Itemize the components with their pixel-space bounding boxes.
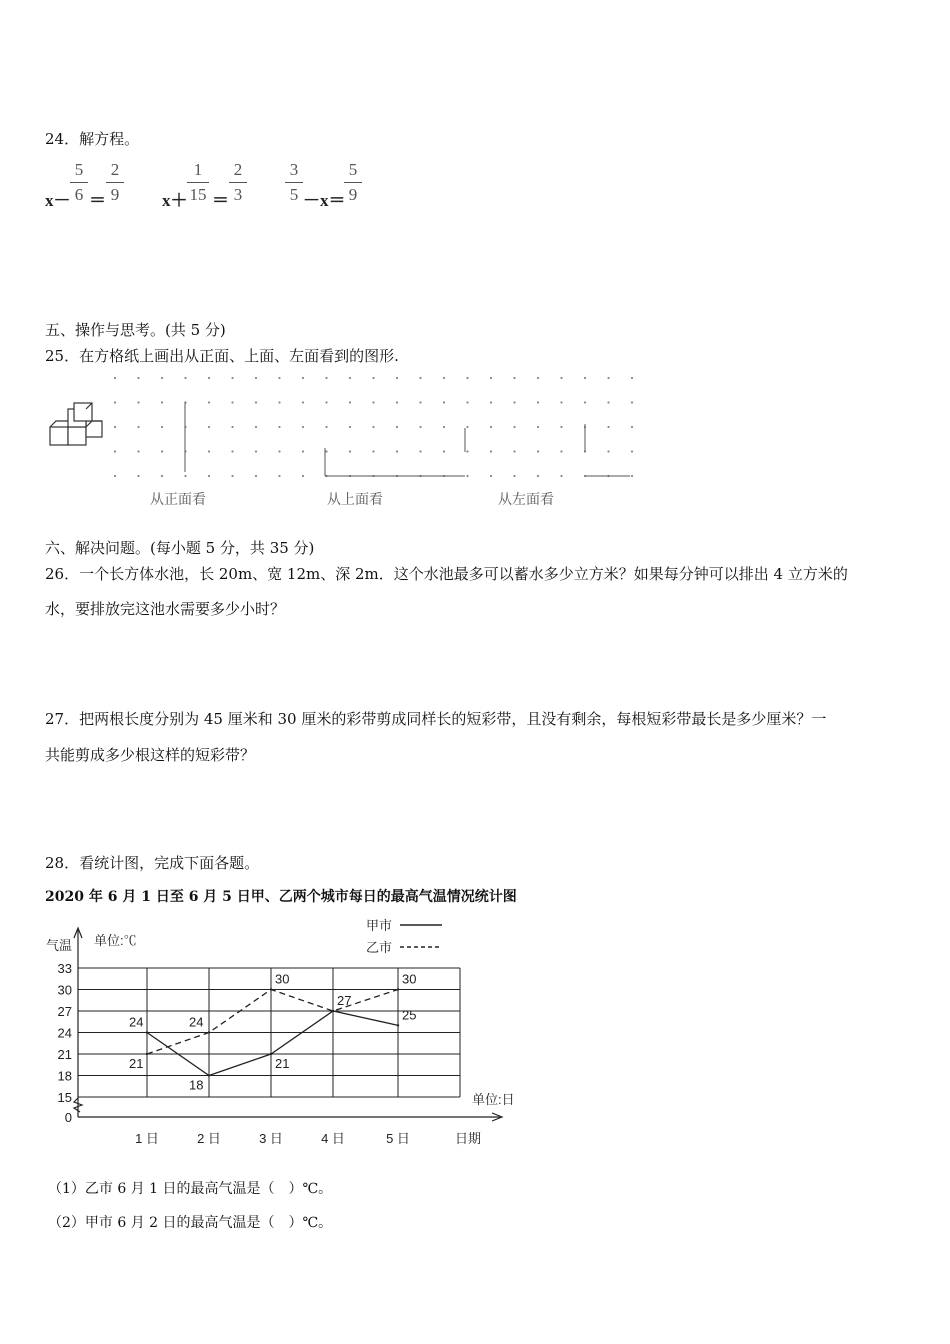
grid-dot (607, 377, 609, 379)
eq2-equals: ＝ (212, 191, 229, 210)
eq1-lhs: x－ (45, 191, 71, 210)
grid-dot (631, 426, 633, 428)
x-unit-label: 单位:日 (472, 1092, 515, 1107)
y-tick-label: 30 (57, 982, 72, 998)
eq2-den: 15 (189, 185, 207, 204)
grid-dot (396, 450, 398, 452)
grid-dot (231, 401, 233, 403)
grid-dot (513, 426, 515, 428)
x-tick-label: 3 日 (259, 1131, 283, 1146)
eq3-mid: －x＝ (303, 191, 346, 210)
grid-dot (137, 450, 139, 452)
grid-dot (349, 401, 351, 403)
section-6-title: 六、解决问题。(每小题 5 分，共 35 分) (45, 539, 315, 557)
grid-dot (137, 377, 139, 379)
grid-dot (466, 475, 468, 477)
grid-dot (396, 377, 398, 379)
grid-dot (161, 475, 163, 477)
q25-title: 25．在方格纸上画出从正面、上面、左面看到的图形. (45, 347, 399, 365)
y-unit-label: 单位:℃ (94, 933, 137, 948)
grid-dot (161, 377, 163, 379)
grid-dot (278, 401, 280, 403)
eq2-fraction (187, 160, 209, 205)
grid-dot (490, 450, 492, 452)
grid-dot (396, 426, 398, 428)
grid-dot (560, 401, 562, 403)
grid-dot (607, 401, 609, 403)
grid-dot (349, 426, 351, 428)
grid-dot (631, 377, 633, 379)
grid-dot (114, 426, 116, 428)
grid-dot (419, 401, 421, 403)
series-point (270, 988, 272, 990)
q26-line1: 26．一个长方体水池，长 20m、宽 12m、深 2m．这个水池最多可以蓄水多少立方米？如果每分钟可以排出 4 立方米的 (45, 565, 848, 583)
grid-dot (278, 377, 280, 379)
grid-dot (443, 450, 445, 452)
grid-dot (114, 450, 116, 452)
series-point (146, 1053, 148, 1055)
grid-dot (513, 450, 515, 452)
grid-dot (231, 377, 233, 379)
grid-dot (466, 377, 468, 379)
series-point (146, 1031, 148, 1033)
grid-dot (560, 426, 562, 428)
grid-dot (443, 377, 445, 379)
section-5-title: 五、操作与思考。(共 5 分) (45, 321, 226, 339)
q27-line2: 共能剪成多少根这样的短彩带？ (45, 746, 256, 764)
grid-dot (372, 450, 374, 452)
grid-dot (208, 377, 210, 379)
grid-dot (490, 426, 492, 428)
data-label: 21 (275, 1056, 290, 1071)
grid-dot (349, 377, 351, 379)
grid-dot (208, 475, 210, 477)
q28-sub2: （2）甲市 6 月 2 日的最高气温是（ ）℃。 (48, 1215, 333, 1231)
grid-dot (255, 377, 257, 379)
eq2-rnum: 2 (233, 160, 243, 179)
eq3-num: 3 (289, 160, 299, 179)
x-tick-label: 5 日 (386, 1131, 410, 1146)
label-top-view: 从上面看 (327, 493, 383, 508)
grid-dot (325, 401, 327, 403)
data-label: 30 (402, 971, 417, 987)
y-tick-label: 0 (64, 1110, 72, 1125)
grid-dot (114, 377, 116, 379)
grid-solid-lines (185, 402, 630, 476)
label-left-view: 从左面看 (498, 493, 554, 508)
grid-dot (419, 377, 421, 379)
eq3-den: 5 (289, 185, 299, 204)
grid-dot (255, 401, 257, 403)
x-tick-label: 1 日 (135, 1131, 159, 1146)
grid-dot (607, 426, 609, 428)
data-label: 27 (337, 993, 352, 1008)
grid-dot (302, 450, 304, 452)
eq2-num: 1 (193, 160, 203, 179)
eq1-fraction (70, 160, 88, 205)
grid-dot (184, 475, 186, 477)
grid-dot (302, 377, 304, 379)
eq1-equals: ＝ (89, 191, 106, 210)
q26-line2: 水，要排放完这池水需要多少小时？ (45, 600, 286, 618)
grid-dot (208, 401, 210, 403)
grid-dot (255, 450, 257, 452)
grid-dot (278, 426, 280, 428)
eq1-den: 6 (74, 185, 84, 204)
grid-dot (607, 450, 609, 452)
grid-dot (490, 401, 492, 403)
x-tick-label: 2 日 (197, 1131, 221, 1146)
grid-dot (302, 426, 304, 428)
grid-dot (443, 401, 445, 403)
grid-dot (302, 401, 304, 403)
grid-dot (161, 401, 163, 403)
eq2-rden: 3 (233, 185, 243, 204)
series-point (397, 988, 399, 990)
grid-dot (325, 450, 327, 452)
grid-dot (537, 426, 539, 428)
grid-dot (325, 377, 327, 379)
series-line-0 (147, 1011, 398, 1076)
eq3-fraction (285, 160, 303, 205)
grid-dot (114, 401, 116, 403)
q28-sub1: （1）乙市 6 月 1 日的最高气温是（ ）℃。 (48, 1181, 333, 1197)
series-line-1 (147, 990, 398, 1055)
grid-dot (466, 450, 468, 452)
y-tick-label: 15 (57, 1090, 72, 1105)
chart-title: 2020 年 6 月 1 日至 6 月 5 日甲、乙两个城市每日的最高气温情况统计图 (45, 889, 517, 905)
grid-dot (137, 426, 139, 428)
grid-dot (419, 426, 421, 428)
legend-label-1: 乙市 (366, 940, 393, 955)
eq3-rnum: 5 (348, 160, 358, 179)
data-label: 18 (189, 1077, 204, 1093)
eq1-rhs-fraction (106, 160, 124, 205)
grid-dot (372, 401, 374, 403)
grid-dot (466, 401, 468, 403)
eq2-rhs-fraction (229, 160, 247, 205)
grid-dot (278, 475, 280, 477)
data-label: 24 (189, 1014, 204, 1030)
grid-dot (443, 426, 445, 428)
grid-dot (513, 401, 515, 403)
grid-dot (490, 377, 492, 379)
q27-line1: 27．把两根长度分别为 45 厘米和 30 厘米的彩带剪成同样长的短彩带，且没有剩余，每根短彩带最长是多少厘米？一 (45, 710, 827, 728)
grid-dot (137, 401, 139, 403)
series-point (270, 1053, 272, 1055)
cube-stack (50, 403, 102, 445)
grid-dot (631, 475, 633, 477)
grid-dot (584, 401, 586, 403)
eq1-rnum: 2 (110, 160, 120, 179)
series-point (332, 1010, 334, 1012)
grid-dot (137, 475, 139, 477)
grid-dot (513, 475, 515, 477)
x-axis-label: 日期 (454, 1131, 482, 1146)
grid-dot (419, 450, 421, 452)
eq1-rden: 9 (110, 185, 120, 204)
y-tick-label: 24 (57, 1025, 72, 1041)
grid-dot (184, 377, 186, 379)
q24-title: 24．解方程。 (45, 130, 140, 148)
grid-dot (560, 475, 562, 477)
data-label: 21 (129, 1056, 144, 1071)
grid-dot (560, 377, 562, 379)
grid-dot (325, 426, 327, 428)
dot-grid (114, 377, 633, 477)
eq3-rhs-fraction (344, 160, 362, 205)
grid-dot (490, 475, 492, 477)
grid-dot (231, 475, 233, 477)
eq3-rden: 9 (348, 185, 358, 204)
grid-dot (161, 450, 163, 452)
label-front-view: 从正面看 (150, 493, 206, 508)
y-tick-label: 27 (57, 1004, 72, 1019)
y-tick-label: 18 (57, 1068, 72, 1084)
grid-dot (255, 426, 257, 428)
grid-dot (537, 377, 539, 379)
grid-dot (349, 450, 351, 452)
series-point (208, 1074, 210, 1076)
grid-dot (208, 450, 210, 452)
grid-dot (231, 450, 233, 452)
grid-dot (560, 450, 562, 452)
grid-dot (302, 475, 304, 477)
eq2-lhs: x＋ (162, 191, 188, 210)
temperature-line-chart (40, 912, 540, 1157)
data-label: 24 (129, 1014, 144, 1030)
grid-dot (231, 426, 233, 428)
grid-dot (631, 450, 633, 452)
grid-dot (255, 475, 257, 477)
eq1-num: 5 (74, 160, 84, 179)
grid-dot (631, 401, 633, 403)
grid-dot (537, 475, 539, 477)
grid-dot (208, 426, 210, 428)
grid-dot (396, 401, 398, 403)
grid-dot (161, 426, 163, 428)
series-point (208, 1031, 210, 1033)
grid-dot (372, 377, 374, 379)
grid-dot (114, 475, 116, 477)
y-tick-label: 33 (57, 961, 72, 976)
x-tick-label: 4 日 (321, 1131, 345, 1146)
data-label: 30 (275, 971, 290, 987)
series-point (397, 1024, 399, 1026)
grid-dot (372, 426, 374, 428)
grid-dot (537, 450, 539, 452)
grid-dot (537, 401, 539, 403)
data-label: 25 (402, 1007, 417, 1023)
grid-dot (466, 426, 468, 428)
grid-dot (584, 377, 586, 379)
y-axis-label: 气温 (46, 938, 73, 953)
q28-title: 28．看统计图，完成下面各题。 (45, 854, 260, 872)
grid-dot (513, 377, 515, 379)
y-tick-label: 21 (57, 1047, 72, 1062)
legend-label-0: 甲市 (366, 918, 393, 933)
grid-dot (278, 450, 280, 452)
